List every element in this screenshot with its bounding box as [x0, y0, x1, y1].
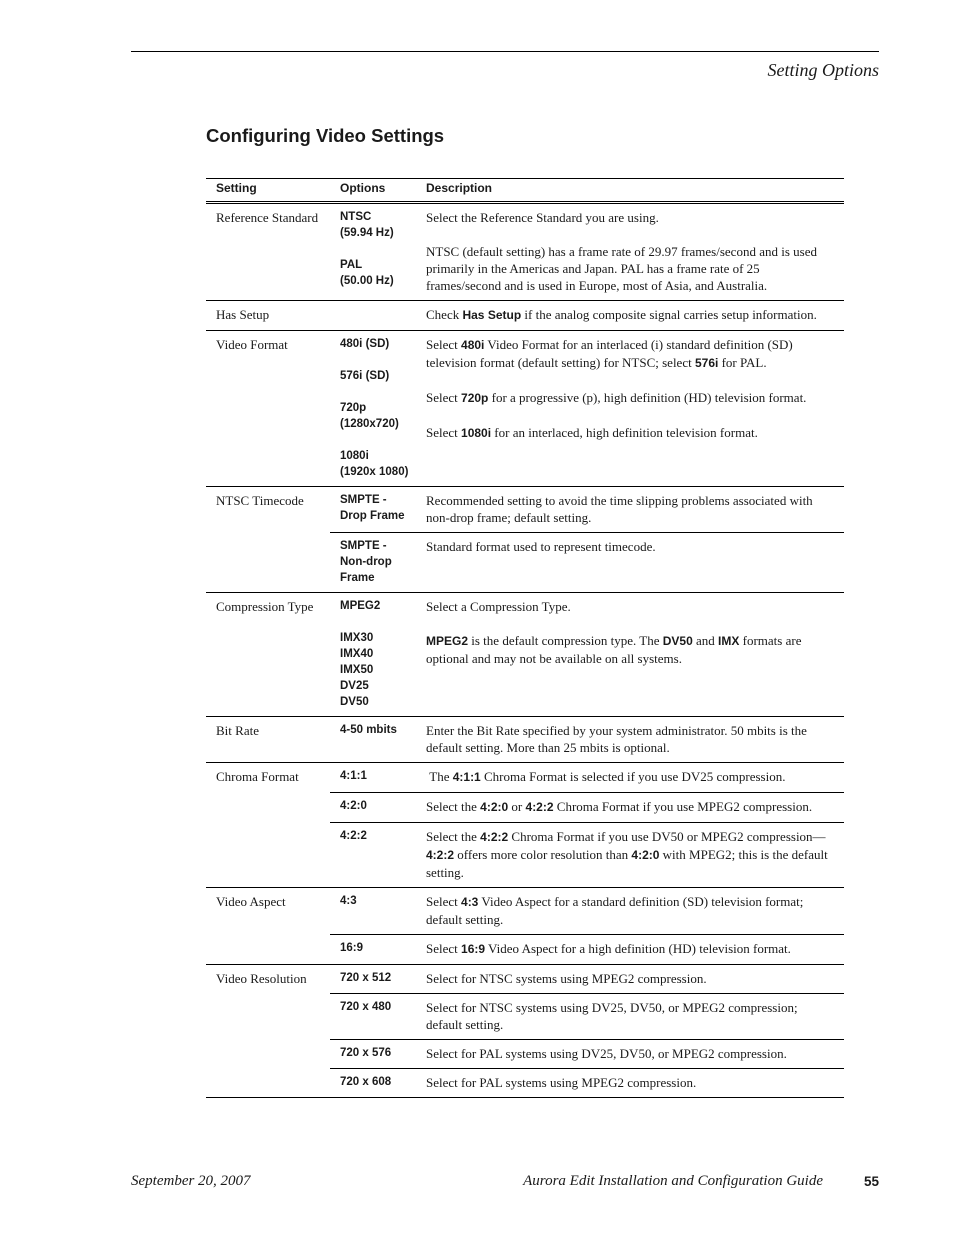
description-text: Video Format for an interlaced (i) standard definition (SD) television format (default setting) for NTSC; select	[426, 337, 793, 370]
description-res-720x480: Select for NTSC systems using DV25, DV50, or MPEG2 compression; default setting.	[423, 994, 844, 1040]
option-1080i-res: (1920x 1080)	[340, 466, 409, 478]
description-non-drop-frame: Standard format used to represent timecode.	[423, 533, 844, 593]
section-title: Configuring Video Settings	[206, 125, 445, 146]
description-paragraph	[426, 336, 834, 372]
description-paragraph	[426, 632, 834, 667]
description-paragraph: Select the Reference Standard you are using.	[426, 210, 659, 225]
description-bold: DV50	[662, 634, 693, 648]
description-text: Chroma Format if you use DV50 or MPEG2 compression—	[508, 829, 826, 844]
description-paragraph: Select a Compression Type.	[426, 599, 571, 614]
description-bold: 4:2:2	[426, 848, 455, 862]
description-text: Select	[426, 337, 462, 352]
description-bit-rate: Enter the Bit Rate specified by your system administrator. 50 mbits is the default setting. More than 25 mbits is optional.	[423, 717, 844, 763]
description-text: Video Aspect for a high definition (HD) television format.	[485, 941, 791, 956]
description-text: Check	[426, 307, 463, 322]
option-chroma-420: 4:2:0	[330, 793, 423, 823]
option-line: SMPTE -	[340, 494, 387, 506]
options-video-format	[330, 331, 423, 487]
option-smpte-non-drop-frame	[330, 533, 423, 593]
setting-video-format: Video Format	[206, 331, 330, 487]
options-has-setup	[330, 301, 423, 331]
option-aspect-4-3: 4:3	[330, 888, 423, 935]
description-res-720x512: Select for NTSC systems using MPEG2 compression.	[423, 965, 844, 994]
option-ntsc: NTSC	[340, 211, 372, 223]
setting-chroma-format: Chroma Format	[206, 763, 330, 888]
option-bit-rate: 4-50 mbits	[330, 717, 423, 763]
setting-compression-type: Compression Type	[206, 593, 330, 717]
description-text: Select	[426, 390, 462, 405]
table-row-video-resolution	[206, 965, 844, 994]
description-text: offers more color resolution than	[454, 847, 632, 862]
description-bold: IMX	[718, 634, 740, 648]
description-text: is the default compression type. The	[468, 633, 663, 648]
option-line: Frame	[340, 572, 375, 584]
description-text: for a progressive (p), high definition (HD) television format.	[488, 390, 807, 405]
description-bold: 16:9	[461, 942, 486, 956]
option-imx40: IMX40	[340, 648, 374, 660]
description-text: or	[508, 799, 526, 814]
footer-guide-title: Aurora Edit Installation and Configuration Guide	[523, 1173, 823, 1189]
table-row-ntsc-timecode	[206, 487, 844, 533]
description-chroma-411	[423, 763, 844, 793]
option-line: Non-drop	[340, 556, 392, 568]
option-chroma-411: 4:1:1	[330, 763, 423, 793]
option-1080i: 1080i	[340, 450, 369, 462]
header-rule	[131, 51, 879, 52]
option-res-720x512: 720 x 512	[330, 965, 423, 994]
description-bold: 4:2:0	[631, 848, 660, 862]
description-text: Chroma Format is selected if you use DV25 compression.	[480, 769, 786, 784]
table-row-chroma-format	[206, 763, 844, 793]
description-paragraph: NTSC (default setting) has a frame rate of 29.97 frames/second and is used primarily in the Americas and Japan. PAL has a frame rate of 25 frames/second and is used in Europe, most of Asia, and Australia.	[426, 244, 817, 293]
setting-video-aspect: Video Aspect	[206, 888, 330, 965]
description-bold: Has Setup	[462, 308, 522, 322]
description-text: The	[429, 769, 453, 784]
option-chroma-422: 4:2:2	[330, 823, 423, 888]
page-number: 55	[863, 1174, 879, 1189]
option-res-720x608: 720 x 608	[330, 1069, 423, 1098]
table-header-row	[206, 179, 844, 203]
description-text: formats are optional and may not be available on all systems.	[426, 633, 802, 666]
description-bold: 4:2:2	[480, 830, 509, 844]
option-res-720x576: 720 x 576	[330, 1040, 423, 1069]
description-reference-standard	[423, 203, 844, 301]
description-text: Chroma Format if you use MPEG2 compression.	[553, 799, 813, 814]
option-480i: 480i (SD)	[340, 338, 390, 350]
description-text: Video Aspect for a standard definition (SD) television format; default setting.	[426, 894, 804, 927]
options-reference-standard	[330, 203, 423, 301]
setting-has-setup: Has Setup	[206, 301, 330, 331]
setting-ntsc-timecode: NTSC Timecode	[206, 487, 330, 593]
description-video-format	[423, 331, 844, 487]
table-row-bit-rate	[206, 717, 844, 763]
description-bold: 4:1:1	[452, 770, 481, 784]
description-aspect-4-3	[423, 888, 844, 935]
option-res-720x480: 720 x 480	[330, 994, 423, 1040]
description-bold: 1080i	[461, 426, 492, 440]
option-line: Drop Frame	[340, 510, 405, 522]
table-row-video-format	[206, 331, 844, 487]
running-head: Setting Options	[767, 60, 879, 80]
description-text: Select	[426, 894, 462, 909]
description-text: for an interlaced, high definition television format.	[491, 425, 758, 440]
option-pal-rate: (50.00 Hz)	[340, 275, 394, 287]
option-pal: PAL	[340, 259, 363, 271]
description-drop-frame: Recommended setting to avoid the time slipping problems associated with non-drop frame; default setting.	[423, 487, 844, 533]
option-dv25: DV25	[340, 680, 369, 692]
option-smpte-drop-frame	[330, 487, 423, 533]
option-line: SMPTE -	[340, 540, 387, 552]
description-bold: 4:2:2	[525, 800, 554, 814]
column-header-description: Description	[426, 181, 493, 195]
description-paragraph	[426, 424, 834, 442]
description-bold: 576i	[694, 356, 719, 370]
table-row-has-setup	[206, 301, 844, 331]
option-576i: 576i (SD)	[340, 370, 390, 382]
table-row-reference-standard	[206, 203, 844, 301]
description-text: if the analog composite signal carries setup information.	[521, 307, 817, 322]
video-settings-table	[206, 178, 844, 1098]
description-text: for PAL.	[718, 355, 767, 370]
table-row-compression-type	[206, 593, 844, 717]
description-chroma-420	[423, 793, 844, 823]
description-aspect-16-9	[423, 935, 844, 965]
description-bold: 4:2:0	[480, 800, 509, 814]
option-mpeg2: MPEG2	[340, 600, 381, 612]
description-text: with MPEG2; this is the default setting.	[426, 847, 828, 880]
setting-reference-standard: Reference Standard	[206, 203, 330, 301]
column-header-setting: Setting	[216, 181, 257, 195]
description-bold: MPEG2	[426, 634, 469, 648]
description-bold: 4:3	[461, 895, 479, 909]
footer-date: September 20, 2007	[131, 1173, 251, 1189]
option-dv50: DV50	[340, 696, 369, 708]
description-text: and	[692, 633, 719, 648]
description-paragraph	[426, 389, 834, 407]
setting-video-resolution: Video Resolution	[206, 965, 330, 1098]
description-bold: 480i	[461, 338, 485, 352]
option-ntsc-rate: (59.94 Hz)	[340, 227, 394, 239]
description-res-720x576: Select for PAL systems using DV25, DV50, or MPEG2 compression.	[423, 1040, 844, 1069]
description-compression-type	[423, 593, 844, 717]
setting-bit-rate: Bit Rate	[206, 717, 330, 763]
description-has-setup	[423, 301, 844, 331]
description-text: Select	[426, 941, 462, 956]
description-text: Select the	[426, 799, 481, 814]
description-res-720x608: Select for PAL systems using MPEG2 compression.	[423, 1069, 844, 1098]
description-bold: 720p	[461, 391, 489, 405]
option-imx30: IMX30	[340, 632, 374, 644]
option-aspect-16-9: 16:9	[330, 935, 423, 965]
table-row-video-aspect	[206, 888, 844, 935]
description-text: Select	[426, 425, 462, 440]
options-compression-type	[330, 593, 423, 717]
description-chroma-422	[423, 823, 844, 888]
option-720p: 720p	[340, 402, 367, 414]
option-imx50: IMX50	[340, 664, 374, 676]
option-720p-res: (1280x720)	[340, 418, 399, 430]
description-text: Select the	[426, 829, 481, 844]
column-header-options: Options	[340, 181, 386, 195]
